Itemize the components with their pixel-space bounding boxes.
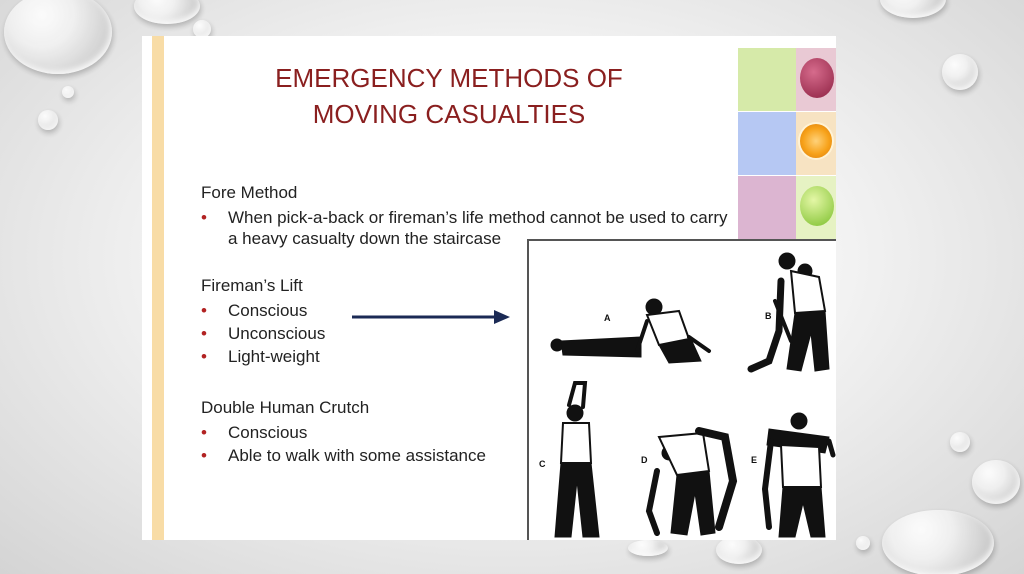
bullet-item — [201, 422, 307, 443]
apple-thumbnail-icon — [796, 48, 836, 111]
bullet-text: When pick-a-back or fireman’s life method cannot be used to carry a heavy casualty down the staircase — [228, 208, 728, 248]
water-drop — [880, 0, 946, 18]
water-drop — [134, 0, 200, 24]
bullet-item — [201, 445, 486, 466]
orange-shape — [798, 122, 834, 160]
slide-image — [142, 36, 836, 540]
bullet-item — [201, 346, 320, 367]
bullet-marker: • — [201, 324, 207, 343]
panel-c-figure — [555, 383, 599, 537]
panel-label-e: E — [751, 455, 758, 465]
lime-thumbnail-icon — [796, 176, 836, 239]
water-drop — [4, 0, 112, 74]
panel-label-a: A — [604, 313, 611, 323]
bullet-item — [201, 300, 307, 321]
panel-label-c: C — [539, 459, 546, 469]
panel-e-figure — [765, 413, 833, 537]
panel-d-figure — [649, 431, 733, 535]
bullet-text: Unconscious — [228, 324, 326, 343]
bullet-text: Light-weight — [228, 347, 320, 366]
bullet-marker: • — [201, 208, 207, 227]
bullet-item — [201, 323, 325, 344]
bullet-marker: • — [201, 446, 207, 465]
color-swatch-green — [738, 48, 796, 111]
slide-title — [234, 60, 664, 132]
water-drop — [628, 540, 668, 556]
panel-label-d: D — [641, 455, 648, 465]
lime-shape — [800, 186, 834, 226]
orange-thumbnail-icon — [796, 112, 836, 175]
bullet-marker: • — [201, 301, 207, 320]
panel-label-b: B — [765, 311, 772, 321]
bullet-marker: • — [201, 347, 207, 366]
bullet-text: Conscious — [228, 423, 308, 442]
water-drop — [62, 86, 74, 98]
color-swatch-pink — [738, 176, 796, 239]
section-heading-firemans-lift: Fireman’s Lift — [201, 276, 303, 295]
water-drop — [950, 432, 970, 452]
water-drop — [716, 536, 762, 564]
section-heading-double-human-crutch: Double Human Crutch — [201, 398, 370, 417]
bullet-text: Conscious — [228, 301, 308, 320]
arrow-right-icon — [352, 308, 512, 326]
water-drop — [942, 54, 978, 90]
carry-figures-drawing — [529, 241, 836, 540]
slide-title-line-2: MOVING CASUALTIES — [312, 99, 586, 129]
water-drop — [882, 510, 994, 574]
section-heading-fore-method: Fore Method — [201, 183, 298, 202]
slide-title-line-1: EMERGENCY METHODS OF — [275, 63, 623, 93]
apple-shape — [800, 58, 834, 98]
bullet-marker: • — [201, 423, 207, 442]
color-swatch-blue — [738, 112, 796, 175]
water-drop — [972, 460, 1020, 504]
slide-accent-bar — [152, 36, 164, 540]
panel-a-figure — [551, 299, 709, 363]
panel-b-figure — [751, 253, 829, 371]
bullet-text: Able to walk with some assistance — [228, 446, 486, 465]
water-drop — [856, 536, 870, 550]
water-drop — [38, 110, 58, 130]
casualty-carry-illustration — [527, 239, 836, 540]
